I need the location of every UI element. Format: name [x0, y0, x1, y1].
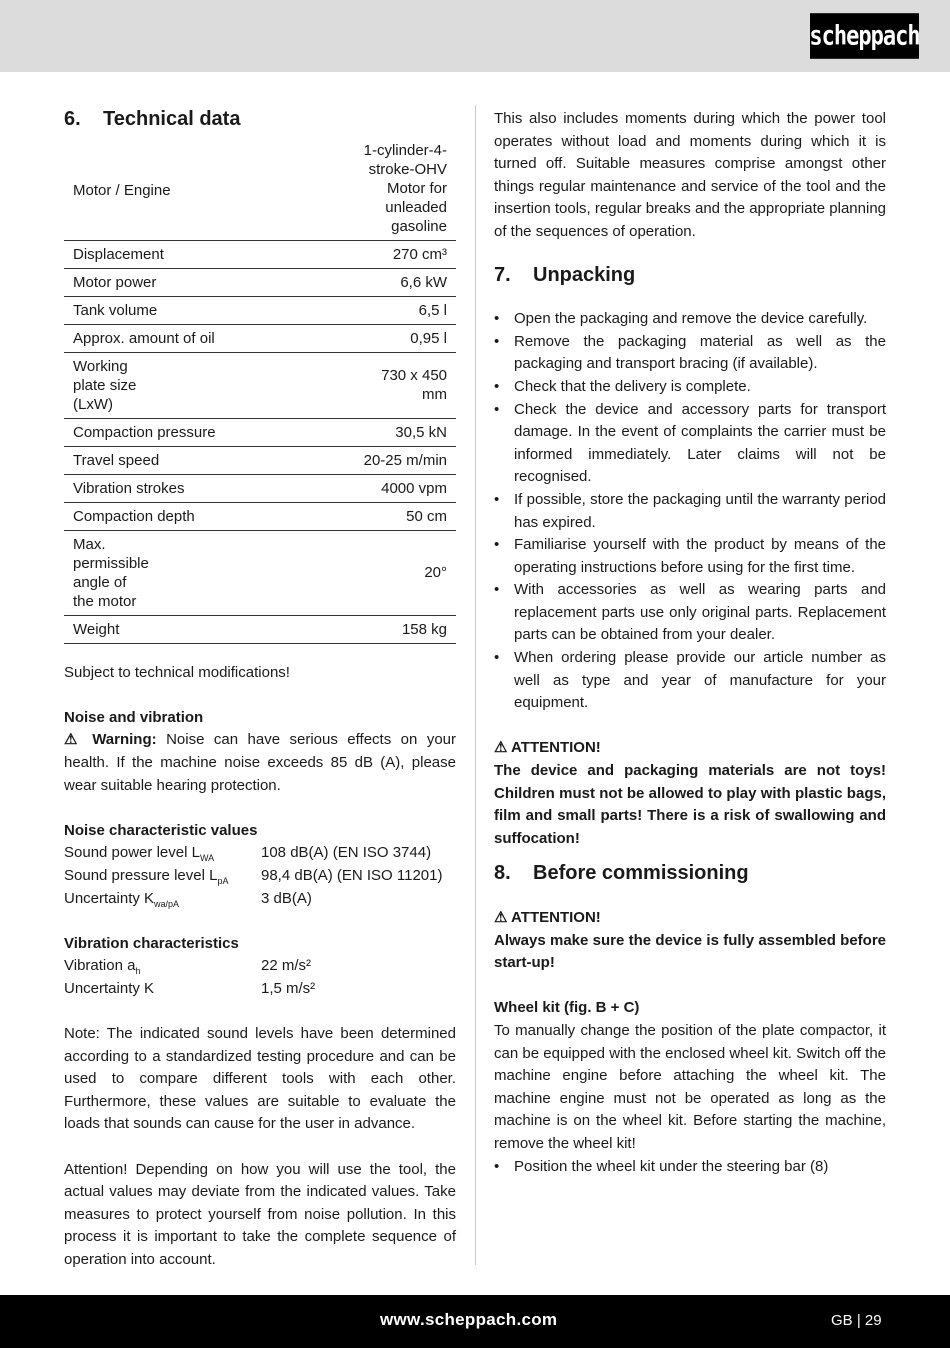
spec-value: 4000 vpm — [349, 474, 456, 502]
column-divider — [475, 105, 476, 1265]
spec-label: Max. permissible angle of the motor — [64, 530, 349, 615]
value-label: Uncertainty $K_{wa/pA}$ — [64, 889, 180, 909]
list-item: • Check that the delivery is complete. — [494, 376, 886, 399]
list-item: • Position the wheel kit under the steering bar (8) — [494, 1156, 886, 1179]
value-row — [64, 955, 456, 978]
spec-value: 158 kg — [349, 615, 456, 643]
noise-heading: Noise and vibration — [64, 708, 204, 726]
value: 22 m/s² — [261, 957, 312, 975]
spec-label: Tank volume — [64, 296, 349, 324]
left-column — [64, 108, 456, 1272]
subject-note: Subject to technical modifications! — [64, 663, 290, 681]
value-row — [64, 978, 456, 1001]
note-paragraph: Note: The indicated sound levels have been determined according to a standardized testing procedure and can be used to compare different tools with each other. Furthermore, these values are suitable to evaluate the loads that sounds can cause for the user in advance. — [64, 1025, 456, 1133]
attention-text: Always make sure the device is fully assembled before start-up! — [494, 931, 886, 972]
spec-value: 6,5 l — [349, 296, 456, 324]
vibration-values-list — [64, 955, 456, 1000]
spec-label: Compaction pressure — [64, 418, 349, 446]
table-row — [64, 418, 456, 446]
section-title: Before commissioning — [533, 862, 749, 885]
section-heading-technical-data — [64, 108, 456, 131]
table-row — [64, 324, 456, 352]
spec-label: Vibration strokes — [64, 474, 349, 502]
list-item: • When ordering please provide our article number as well as type and year of manufacture for your equipment. — [494, 647, 886, 715]
page-header — [0, 0, 950, 72]
spec-label: Displacement — [64, 240, 349, 268]
value-label: Uncertainty K — [64, 979, 155, 997]
table-row — [64, 240, 456, 268]
attention-label: ⚠ ATTENTION! — [494, 739, 601, 757]
table-row — [64, 502, 456, 530]
attention-paragraph: Attention! Depending on how you will use the tool, the actual values may deviate from the indicated values. Take measures to protect yourself from noise pollution. In this process it is important to take the complete sequence of operation into account. — [64, 1160, 456, 1269]
value-label: Sound power level $L_{WA}$ — [64, 844, 215, 864]
warning-paragraph — [64, 729, 456, 797]
page-footer — [0, 1295, 950, 1348]
website-link[interactable]: www.scheppach.com — [380, 1310, 558, 1329]
section-number: 6. — [64, 108, 81, 130]
technical-data-table — [64, 141, 456, 644]
spec-value: 270 cm³ — [349, 240, 456, 268]
vibration-heading: Vibration characteristics — [64, 934, 239, 952]
list-item: • Check the device and accessory parts for transport damage. In the event of complaints the carrier must be informed immediately. Later claims will not be recognised. — [494, 399, 886, 489]
spec-label: Motor power — [64, 268, 349, 296]
spec-label: Weight — [64, 615, 349, 643]
value-row — [64, 888, 456, 911]
value-label: Sound pressure level $L_{pA}$ — [64, 866, 229, 886]
scheppach-logo: scheppach — [810, 13, 919, 59]
value: 1,5 m/s² — [261, 979, 316, 997]
spec-value: 20° — [349, 530, 456, 615]
wheel-kit-heading: Wheel kit (fig. B + C) — [494, 999, 640, 1017]
table-row — [64, 530, 456, 615]
attention-text: The device and packaging materials are not toys! Children must not be allowed to play with plastic bags, film and small parts! There is a risk of swallowing and suffocation! — [494, 762, 886, 847]
value-row — [64, 842, 456, 865]
spec-label: Compaction depth — [64, 502, 349, 530]
list-item: • Remove the packaging material as well as the packaging and transport bracing (if available). — [494, 331, 886, 376]
spec-label: Motor / Engine — [64, 141, 349, 241]
spec-label: Working plate size (LxW) — [64, 352, 349, 418]
value-label: Vibration $a_h$ — [64, 957, 141, 977]
noise-values-heading: Noise characteristic values — [64, 821, 258, 839]
attention-label: ⚠ ATTENTION! — [494, 909, 601, 926]
value: 108 dB(A) (EN ISO 3744) — [261, 844, 432, 862]
value: 98,4 dB(A) (EN ISO 11201) — [261, 866, 443, 884]
section-heading-before-commissioning — [494, 862, 886, 885]
list-item: • Open the packaging and remove the device carefully. — [494, 308, 886, 331]
spec-value: 730 x 450 mm — [349, 352, 456, 418]
warning-text: Noise can have serious effects on your health. If the machine noise exceeds 85 dB (A), please wear suitable hearing protection. — [64, 731, 456, 794]
table-row — [64, 268, 456, 296]
section-number: 8. — [494, 862, 511, 885]
spec-value: 0,95 l — [349, 324, 456, 352]
noise-values-list — [64, 842, 456, 910]
list-item: • If possible, store the packaging until the warranty period has expired. — [494, 489, 886, 534]
spec-label: Approx. amount of oil — [64, 324, 349, 352]
table-row — [64, 615, 456, 643]
section-number: 7. — [494, 263, 511, 286]
list-item: • Familiarise yourself with the product by means of the operating instructions before using for the first time. — [494, 534, 886, 579]
section-title: Technical data — [103, 108, 241, 130]
warning-label: ⚠ Warning: — [64, 731, 157, 749]
spec-value: 1-cylinder-4-stroke-OHV Motor for unleaded gasoline — [349, 141, 456, 241]
value: 3 dB(A) — [261, 889, 312, 907]
section-title: Unpacking — [533, 263, 636, 286]
right-column — [494, 108, 886, 1178]
unpacking-list — [494, 308, 886, 715]
section-heading-unpacking — [494, 264, 886, 287]
spec-value: 6,6 kW — [349, 268, 456, 296]
spec-value: 20-25 m/min — [349, 446, 456, 474]
table-row — [64, 296, 456, 324]
table-row — [64, 352, 456, 418]
spec-value: 50 cm — [349, 502, 456, 530]
spec-value: 30,5 kN — [349, 418, 456, 446]
table-row — [64, 446, 456, 474]
table-row — [64, 141, 456, 241]
spec-label: Travel speed — [64, 446, 349, 474]
wheel-kit-text: To manually change the position of the plate compactor, it can be equipped with the enclosed wheel kit. Switch off the machine engine before attaching the wheel kit. The machine engine must not be operated as long as the machine is on the wheel kit. Before starting the machine, remove the wheel kit! — [494, 1021, 886, 1152]
table-row — [64, 474, 456, 502]
list-item: • With accessories as well as wearing parts and replacement parts use only original parts. Replacement parts can be obtained from your dealer. — [494, 579, 886, 647]
page-number: GB | 29 — [831, 1312, 882, 1329]
wheel-kit-list — [494, 1156, 886, 1179]
intro-paragraph: This also includes moments during which the power tool operates without load and moments during which it is turned off. Suitable measures comprise amongst other things regular maintenance and service of the tool and the insertion tools, regular breaks and the appropriate planning of the sequences of operation. — [494, 110, 886, 240]
value-row — [64, 865, 456, 888]
